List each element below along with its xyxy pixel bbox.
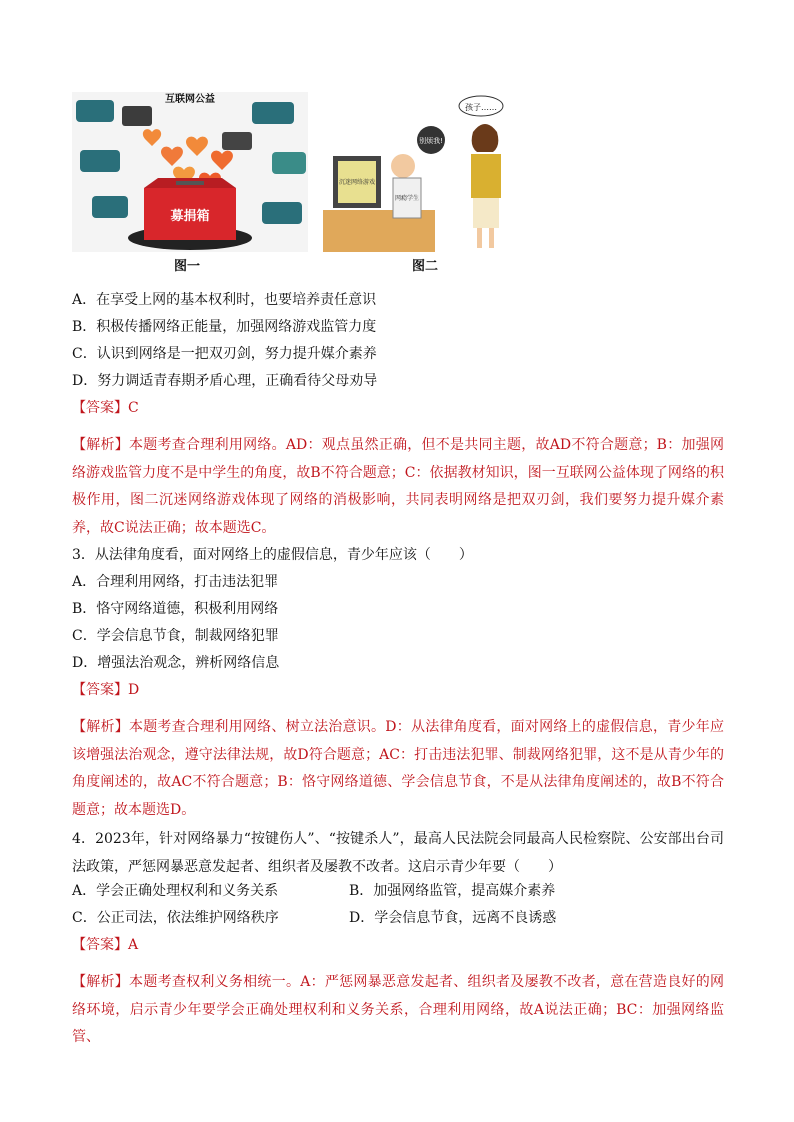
figure-1-caption: 图一 bbox=[174, 259, 201, 274]
q4-stem: 4．2023年，针对网络暴力“按键伤人”、“按键杀人”，最高人民法院会同最高人民检察院、公安部出台司法政策，严惩网暴恶意发起者、组织者及屡教不改者。这启示青少年要（ ） bbox=[72, 831, 724, 875]
q2-option-d: D．努力调适青春期矛盾心理，正确看待父母劝导 bbox=[72, 373, 378, 389]
internet-charity-illustration bbox=[72, 92, 308, 252]
q3-option-d: D．增强法治观念，辨析网络信息 bbox=[72, 655, 280, 671]
q4-option-b: B．加强网络监管，提高媒介素养 bbox=[349, 883, 556, 899]
fig2-speech: 孩子…… bbox=[465, 103, 497, 112]
q3-option-b: B．恪守网络道德，积极利用网络 bbox=[72, 601, 279, 617]
q4-option-a: A．学会正确处理权利和义务关系 bbox=[72, 883, 279, 899]
fig2-sign: 别烦我! bbox=[419, 137, 443, 145]
q3-stem: 3．从法律角度看，面对网络上的虚假信息，青少年应该（ ） bbox=[72, 547, 473, 563]
q4-option-d: D．学会信息节食，远离不良诱惑 bbox=[349, 910, 557, 926]
figure-2-caption: 图二 bbox=[412, 259, 439, 274]
fig2-shirt: 网瘾学生 bbox=[394, 195, 420, 202]
q4-option-c: C．公正司法，依法维护网络秩序 bbox=[72, 910, 279, 926]
fig1-banner: 互联网公益 bbox=[165, 94, 215, 105]
q3-analysis: 【解析】本题考查合理利用网络、树立法治意识。D：从法律角度看，面对网络上的虚假信息，青少年应该增强法治观念，遵守法律法规，故D符合题意；AC：打击违法犯罪、制裁网络犯罪，这不是从青少年的角度阐述的，故AC不符合题意；B：恪守网络道德、学会信息节食，不是从法律角度阐述的，故B不符合题意；故本题选D。 bbox=[72, 719, 724, 818]
q4-analysis: 【解析】本题考查权利义务相统一。A：严惩网暴恶意发起者、组织者及屡教不改者，意在营造良好的网络环境，启示青少年要学会正确处理权利和义务关系，合理利用网络，故A说法正确；BC：加强网络监管、 bbox=[72, 974, 724, 1045]
game-addiction-illustration bbox=[323, 92, 527, 252]
q2-analysis: 【解析】本题考查合理利用网络。AD：观点虽然正确，但不是共同主题，故AD不符合题意；B：加强网络游戏监管力度不是中学生的角度，故B不符合题意；C：依据教材知识，图一互联网公益体现了网络的积极作用，图二沉迷网络游戏体现了网络的消极影响，共同表明网络是把双刃剑，我们要努力提升媒介素养，故C说法正确；故本题选C。 bbox=[72, 437, 724, 536]
q2-option-b: B．积极传播网络正能量，加强网络游戏监管力度 bbox=[72, 319, 377, 335]
q3-answer: 【答案】D bbox=[72, 682, 140, 698]
fig1-box-label: 募捐箱 bbox=[170, 209, 210, 224]
figure-group bbox=[72, 92, 532, 282]
fig2-screen: 沉迷网络游戏 bbox=[338, 179, 376, 186]
q3-option-a: A．合理利用网络，打击违法犯罪 bbox=[72, 574, 279, 590]
q2-option-a: A．在享受上网的基本权利时，也要培养责任意识 bbox=[72, 292, 377, 308]
q4-answer: 【答案】A bbox=[72, 937, 139, 953]
q2-option-c: C．认识到网络是一把双刃剑，努力提升媒介素养 bbox=[72, 346, 377, 362]
q3-option-c: C．学会信息节食，制裁网络犯罪 bbox=[72, 628, 279, 644]
q2-answer: 【答案】C bbox=[72, 400, 139, 416]
